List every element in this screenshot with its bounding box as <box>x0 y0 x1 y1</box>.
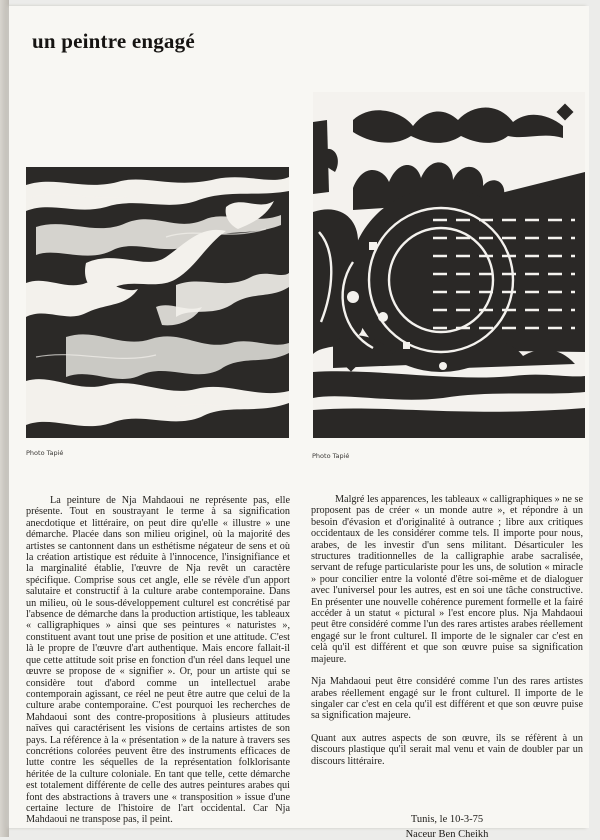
article-title: un peintre engagé <box>32 29 195 53</box>
scan-left-edge <box>0 0 9 837</box>
signature-place-date: Tunis, le 10-3-75 <box>410 814 484 825</box>
figure-caption-left: Photo Tapié <box>26 449 64 457</box>
article-paragraph: Nja Mahdaoui peut être considéré comme l'un des rares artistes arabes réellement engagé sur le front culturel. Il importe de le singaler car c'est en cela qu'il est différent et que son œuvre puise sa signification majeure. <box>311 676 583 722</box>
figure-caption-right: Photo Tapié <box>312 452 350 460</box>
article-column-left <box>26 495 290 837</box>
article-paragraph: Malgré les apparences, les tableaux « calligraphiques » ne se proposent pas de créer « un monde autre », et répondre à un besoin d'évasion et d'originalité à outrance ; libre aux critiques occidentaux de les considérer comme tels. Il importe pour nous, arabes, de les investir d'un sens militant. Désarticuler les structures traditionnelles de la calligraphie arabe sacralisée, servant de refuge particulariste pour les uns, de solution « miracle » pour concilier entre la volonté d'être soi-même et de dialoguer avec l'universel pour les autres, est en soi une tâche constructive. En présenter une nouvelle cohérence purement formelle et la fairé accéder à un statut « pictural » l'est encore plus. Nja Mahdaoui peut être considéré comme l'un des rares artistes arabes réellement engagé sur le front culturel. Il importe de le signaler car c'est en celà qu'il est différent et que son œuvre puise sa signification majeure. <box>311 494 583 665</box>
signature-author: Naceur Ben Cheikh <box>405 829 489 840</box>
article-paragraph: La peinture de Nja Mahdaoui ne représente pas, elle présente. Tout en soustrayant le terme à sa signification anecdotique et littéraire, on peut dire qu'elle « illustre » une démarche. Placée dans son milieu originel, où la majorité des artistes se cantonnent dans un esthétisme négateur de sens et où la création artistique est réduite à l'innocence, l'insignifiance et la marginalité établie, l'œuvre de Nja revêt un caractère spécifique. Comprise sous cet angle, elle se révèle d'un apport salutaire et constructif à la culture arabe contemporaine. Dans un milieu, où le sous-développement culturel est concrétisé par l'absence de démarche dans la production artistique, les tableaux « calligraphiques » ainsi que ses peintures « naturistes », constituent avant tout une prise de position et une attitude. C'est là le propre de l'œuvre d'art authentique. Mais encore fallait-il que cette attitude soit prise en fonction d'un réel dans lequel une œuvre se propose de « signifier ». Or, pour un artiste qui se considère tout d'abord comme un intellectuel arabe contemporain agissant, ce réel ne peut être autre que celui de la culture arabe contemporaine. C'est pourquoi les recherches de Mahdaoui sont des contre-propositions à plusieurs attitudes naïves qui caractérisent les visions de certains artistes de son pays. La référence à la « présentation » de la nature à travers ses concrétions colorées peuvent être des instruments efficaces de lutte contre les séquelles de la représentation folklorisante héritée de la culture coloniale. En tant que telle, cette démarche est totalement différente de celle des autres peintures arabes qui font des abstractions à travers une « transposition » issue d'une certaine lecture de l'histoire de l'art occidental. Car Nja Mahdaoui ne transpose pas, il peint. <box>26 495 290 826</box>
article-column-right <box>311 494 583 778</box>
painting-calligraphic-image <box>313 92 585 438</box>
painting-naturist-image <box>26 167 289 438</box>
magazine-page <box>9 6 589 840</box>
article-paragraph: Quant aux autres aspects de son œuvre, ils se réfèrent à un discours plastique qu'il serait mal venu et vain de doubler par un discours littéraire. <box>311 732 583 767</box>
